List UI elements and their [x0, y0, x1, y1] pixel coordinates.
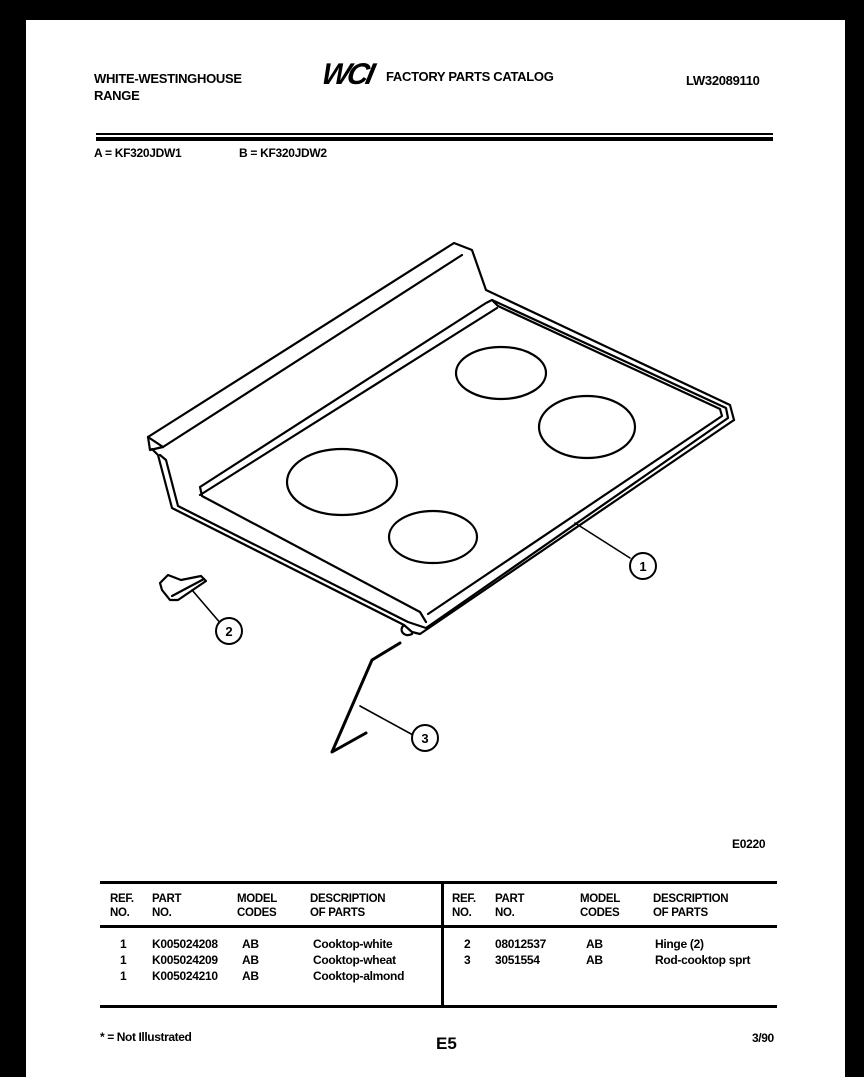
header-description-right: DESCRIPTION OF PARTS: [653, 893, 729, 919]
manufacturer-line1: WHITE-WESTINGHOUSE: [94, 71, 242, 86]
table-column-divider: [441, 881, 444, 1006]
manufacturer-line2: RANGE: [94, 88, 140, 103]
callout-1-label: 1: [639, 559, 647, 574]
header-description-left: DESCRIPTION OF PARTS: [310, 893, 386, 919]
table-rule-header: [100, 925, 777, 928]
cooktop-exploded-diagram: [26, 20, 845, 780]
burner-opening-front-left: [287, 449, 397, 515]
header-model-codes-right: MODEL CODES: [580, 893, 621, 919]
not-illustrated-note: * = Not Illustrated: [100, 1030, 192, 1044]
header-model-codes-left: MODEL CODES: [237, 893, 278, 919]
burner-opening-front-right: [389, 511, 477, 563]
burner-opening-rear-left: [456, 347, 546, 399]
callout-3-label: 3: [421, 731, 429, 746]
cooktop-frame: [152, 300, 734, 635]
model-b-key: B = KF320JDW2: [239, 146, 327, 160]
table-rule-bottom: [100, 1005, 777, 1008]
catalog-title: FACTORY PARTS CATALOG: [386, 69, 554, 84]
cooktop-backsplash: [148, 243, 734, 450]
hinge-part: [160, 575, 206, 600]
header-part-no-right: PART NO.: [495, 893, 525, 919]
figure-code: E0220: [732, 837, 766, 851]
model-a-key: A = KF320JDW1: [94, 146, 182, 160]
burner-opening-rear-right: [539, 396, 635, 458]
header-part-no-left: PART NO.: [152, 893, 182, 919]
catalog-number: LW32089110: [686, 73, 760, 88]
header-ref-no-right: REF. NO.: [452, 893, 476, 919]
parts-catalog-page: WHITE-WESTINGHOUSE RANGE WCI FACTORY PARTS CATALOG LW32089110 A = KF320JDW1 B = KF320JDW2 1 2 3 E0220 REF. NO. PART NO. MODEL CODES DESCRIPTION OF PARTS REF. NO. PART NO. MODEL CODES DESCRIPTION OF PARTS 1 K005024208 AB Cooktop-white 1 K005024209 AB Cooktop-wheat 1 K005024210 AB Cooktop-almond 2 08012537 AB Hinge (2) 3 3051554 AB Rod-cooktop sprt * = Not Illustrated E5 3/90: [26, 20, 845, 1077]
callout-2-label: 2: [225, 624, 233, 639]
catalog-date: 3/90: [752, 1031, 774, 1045]
cooktop-support-rod: [332, 643, 400, 752]
table-rule-top: [100, 881, 777, 884]
header-ref-no-left: REF. NO.: [110, 893, 134, 919]
page-code: E5: [436, 1034, 457, 1053]
wci-logo: WCI: [318, 58, 375, 91]
